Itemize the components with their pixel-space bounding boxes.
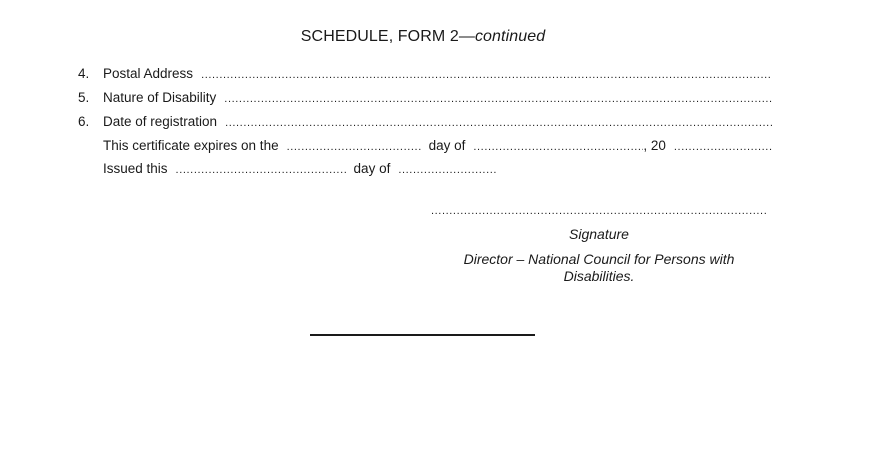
issued-day-of-label: day of — [353, 161, 391, 176]
field-nature-of-disability — [78, 89, 772, 107]
field-label: Postal Address — [103, 66, 194, 81]
field-date-of-registration — [78, 113, 772, 131]
field-postal-address — [78, 65, 772, 83]
signature-label: Signature — [569, 226, 629, 242]
issued-line — [78, 160, 772, 178]
expiry-year-prefix: , 20 — [643, 138, 666, 153]
issued-prefix: Issued this — [103, 161, 168, 176]
form-title — [0, 28, 846, 46]
field-number: 6. — [78, 114, 90, 129]
director-title — [431, 251, 767, 285]
title-continued: continued — [474, 28, 546, 45]
field-label: Date of registration — [103, 114, 218, 129]
signature-fill-line[interactable] — [431, 203, 767, 219]
field-number: 5. — [78, 90, 90, 105]
field-number: 4. — [78, 66, 90, 81]
expiry-month-fill-line[interactable] — [473, 137, 643, 156]
issued-month-fill-line[interactable] — [398, 160, 498, 179]
field-label: Nature of Disability — [103, 90, 217, 105]
expiry-year-fill-line[interactable] — [674, 137, 772, 156]
postal-address-fill-line[interactable] — [201, 65, 772, 84]
date-of-registration-fill-line[interactable] — [225, 113, 772, 132]
expiry-day-fill-line[interactable] — [287, 137, 421, 156]
expiry-day-of-label: day of — [428, 138, 466, 153]
nature-of-disability-fill-line[interactable] — [224, 89, 772, 108]
end-rule-divider — [310, 334, 535, 336]
expiry-line — [78, 137, 772, 155]
issued-day-fill-line[interactable] — [176, 160, 346, 179]
director-line-1: Director – National Council for Persons with — [463, 251, 735, 267]
expiry-prefix: This certificate expires on the — [103, 138, 279, 153]
director-line-2: Disabilities. — [563, 268, 635, 284]
title-main: SCHEDULE, FORM 2— — [300, 28, 475, 45]
